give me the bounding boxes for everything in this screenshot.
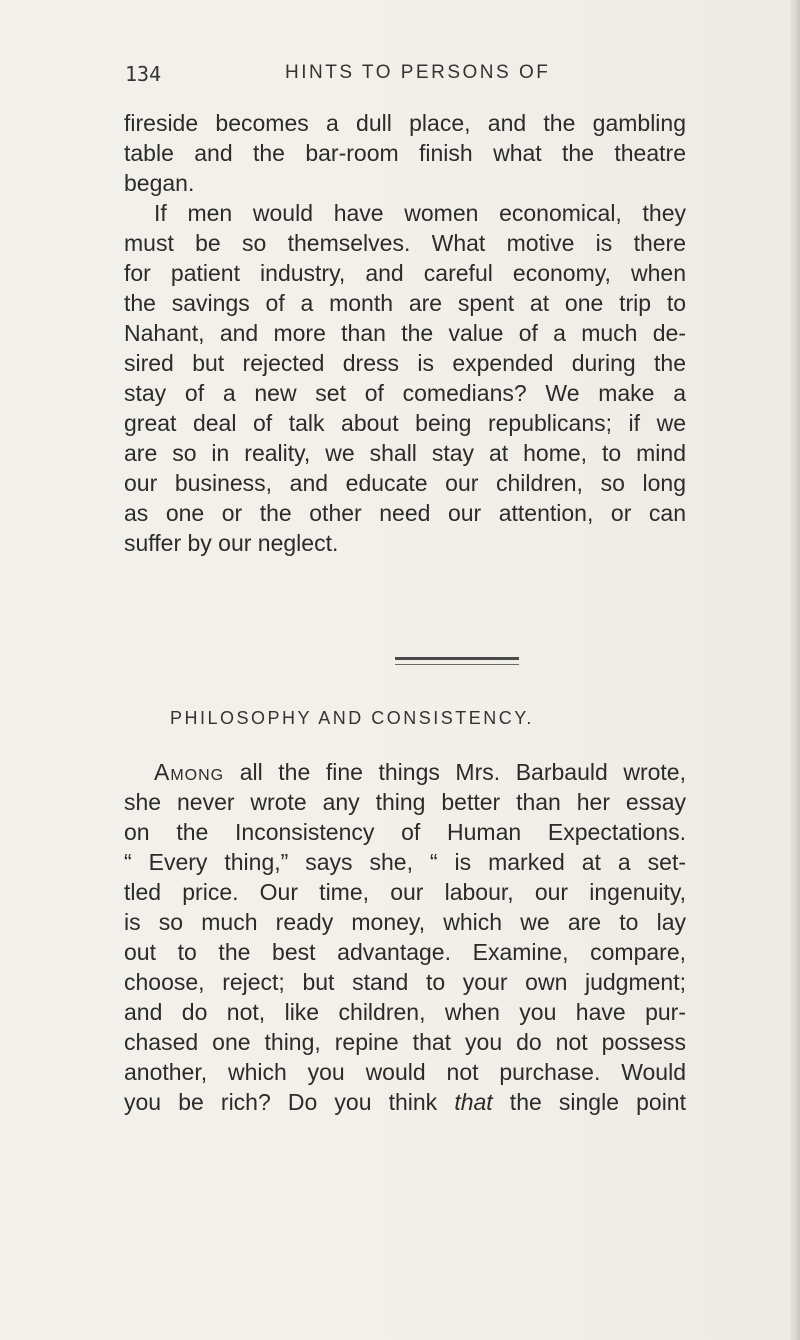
text-fragment: you be rich? Do you think [124, 1089, 455, 1115]
text-line: If men would have women economical, they [154, 200, 686, 226]
text-line: our business, and educate our children, so long [124, 470, 686, 496]
text-line: tled price. Our time, our labour, our ingenuity, [124, 879, 686, 905]
text-line: Nahant, and more than the value of a much de- [124, 320, 686, 346]
italic-word: that [454, 1089, 493, 1115]
text-line-rest: all the fine things Mrs. Barbauld wrote, [224, 759, 686, 785]
text-line: and do not, like children, when you have pur- [124, 999, 686, 1025]
text-line: on the Inconsistency of Human Expectations. [124, 819, 686, 845]
paragraph-block-2 [124, 757, 686, 1117]
text-line: great deal of talk about being republicans; if we [124, 410, 686, 436]
divider-thick-rule [395, 657, 519, 660]
text-line: must be so themselves. What motive is there [124, 230, 686, 256]
text-line: as one or the other need our attention, or can [124, 500, 686, 526]
text-line: sired but rejected dress is expended during the [124, 350, 686, 376]
text-line: for patient industry, and careful economy, when [124, 260, 686, 286]
page-edge-shadow [790, 0, 800, 1340]
text-line: is so much ready money, which we are to lay [124, 909, 686, 935]
section-divider [395, 657, 519, 667]
text-line: another, which you would not purchase. Would [124, 1059, 686, 1085]
text-line: “ Every thing,” says she, “ is marked at a set- [124, 849, 686, 875]
text-line: fireside becomes a dull place, and the gambling [124, 110, 686, 136]
section-heading: PHILOSOPHY AND CONSISTENCY. [170, 708, 534, 728]
text-line: choose, reject; but stand to your own judgment; [124, 969, 686, 995]
paragraph-block-1 [124, 108, 686, 558]
text-line [124, 757, 686, 787]
text-line: are so in reality, we shall stay at home, to mind [124, 440, 686, 466]
text-line: she never wrote any thing better than her essay [124, 789, 686, 815]
divider-thin-rule [395, 664, 519, 665]
text-line: table and the bar-room finish what the theatre [124, 140, 686, 166]
text-line: stay of a new set of comedians? We make a [124, 380, 686, 406]
running-head: HINTS TO PERSONS OF [285, 62, 551, 83]
drop-word: Among [154, 759, 225, 785]
page-number: 134 [125, 62, 162, 86]
text-line: began. [124, 170, 195, 196]
text-fragment: the single point [492, 1089, 686, 1115]
text-line: chased one thing, repine that you do not possess [124, 1029, 686, 1055]
text-line: out to the best advantage. Examine, compare, [124, 939, 686, 965]
text-line: the savings of a month are spent at one trip to [124, 290, 686, 316]
page-header [125, 62, 685, 92]
text-line: suffer by our neglect. [124, 530, 339, 556]
text-line [124, 1087, 686, 1117]
